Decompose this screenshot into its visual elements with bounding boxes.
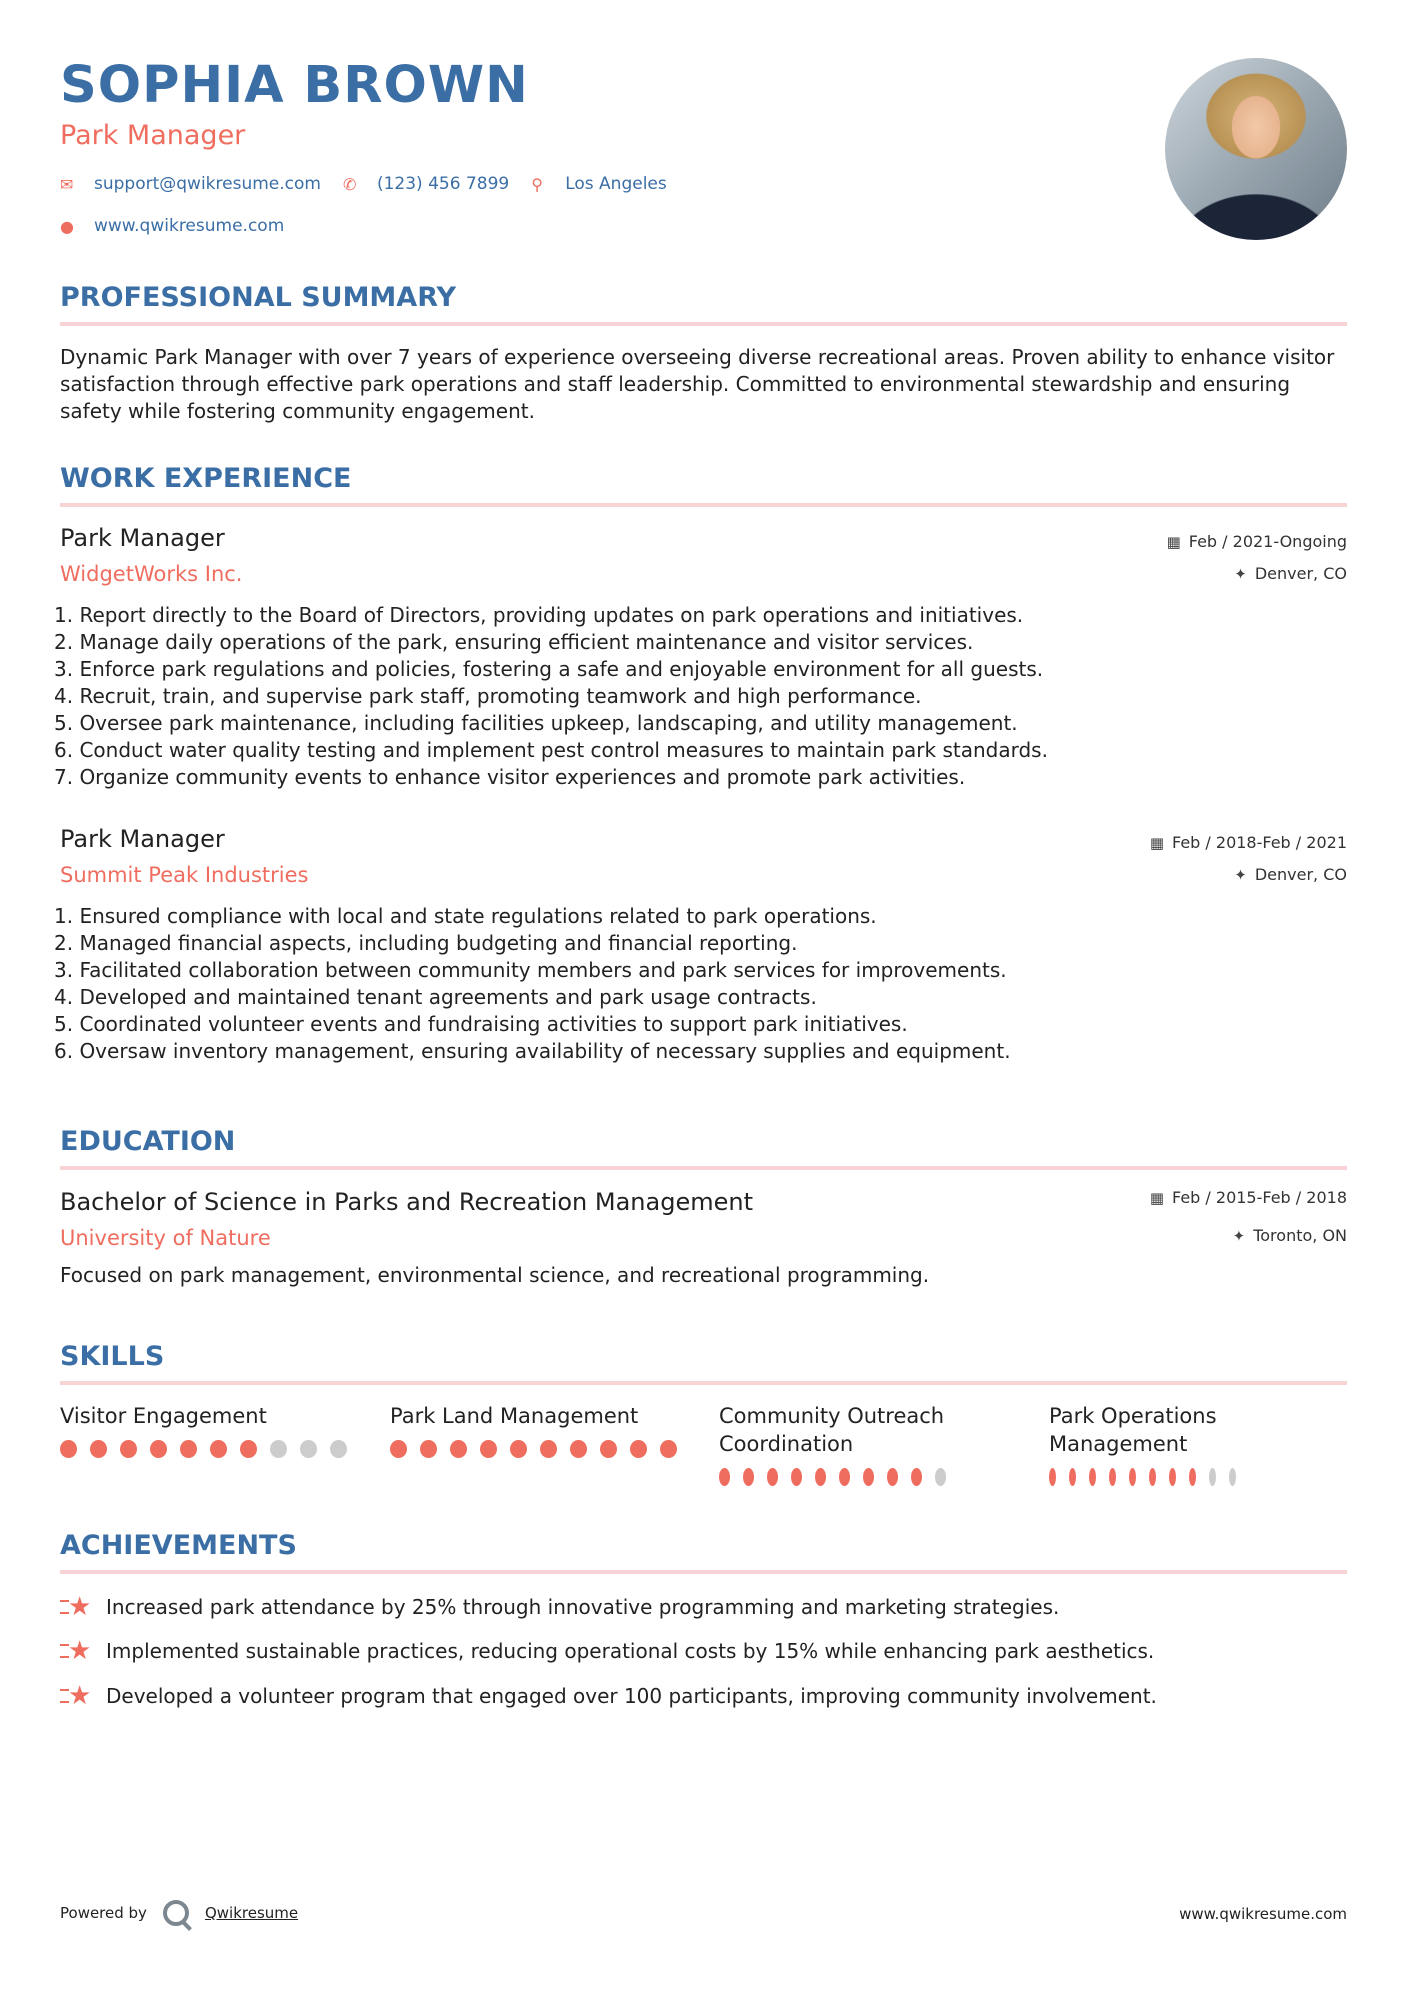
resume-header bbox=[60, 0, 1347, 250]
brand-link[interactable]: Qwikresume bbox=[204, 1904, 299, 1922]
skill-item bbox=[60, 1402, 360, 1458]
contact-row-primary bbox=[60, 174, 689, 194]
qwikresume-logo-icon bbox=[163, 1900, 189, 1926]
rating-dot-filled bbox=[90, 1440, 107, 1458]
rating-dot-filled bbox=[911, 1468, 922, 1486]
rating-dot-empty bbox=[270, 1440, 287, 1458]
rating-dot-filled bbox=[120, 1440, 137, 1458]
job-title: Park Manager bbox=[60, 524, 225, 552]
rating-dot-filled bbox=[791, 1468, 802, 1486]
contact-website[interactable]: www.qwikresume.com bbox=[94, 216, 285, 236]
list-item: 4. Recruit, train, and supervise park staff, promoting teamwork and high performance. bbox=[54, 684, 922, 708]
contact-location: Los Angeles bbox=[565, 174, 667, 194]
list-item: 4. Developed and maintained tenant agreements and park usage contracts. bbox=[54, 985, 817, 1009]
achievement-text: Increased park attendance by 25% through innovative programming and marketing strategies. bbox=[106, 1595, 1060, 1619]
candidate-role: Park Manager bbox=[60, 120, 246, 151]
skill-item bbox=[1049, 1402, 1249, 1486]
section-divider bbox=[60, 322, 1347, 326]
rating-dot-filled bbox=[450, 1440, 467, 1458]
rating-dot-filled bbox=[1069, 1468, 1076, 1486]
rating-dot-filled bbox=[1049, 1468, 1056, 1486]
section-title-experience: WORK EXPERIENCE bbox=[60, 463, 352, 494]
skill-rating bbox=[1049, 1468, 1249, 1486]
rating-dot-filled bbox=[420, 1440, 437, 1458]
rating-dot-filled bbox=[240, 1440, 257, 1458]
rating-dot-filled bbox=[1189, 1468, 1196, 1486]
rating-dot-filled bbox=[60, 1440, 77, 1458]
list-item: 2. Managed financial aspects, including budgeting and financial reporting. bbox=[54, 931, 798, 955]
rating-dot-filled bbox=[630, 1440, 647, 1458]
achievement-item bbox=[60, 1593, 1059, 1621]
rating-dot-filled bbox=[1169, 1468, 1176, 1486]
skill-rating bbox=[719, 1468, 959, 1486]
calendar-icon: ▦ bbox=[1166, 532, 1181, 551]
rating-dot-filled bbox=[540, 1440, 557, 1458]
job-company: Summit Peak Industries bbox=[60, 863, 309, 887]
rating-dot-empty bbox=[300, 1440, 317, 1458]
list-item: 3. Enforce park regulations and policies, fostering a safe and enjoyable environment for all guests. bbox=[54, 657, 1044, 681]
footer-website[interactable]: www.qwikresume.com bbox=[1179, 1905, 1347, 1923]
candidate-name: SOPHIA BROWN bbox=[60, 56, 529, 115]
job-dates bbox=[1150, 833, 1347, 852]
star-icon: ★ bbox=[60, 1593, 94, 1621]
envelope-icon: ✉ bbox=[60, 174, 74, 194]
skill-item bbox=[390, 1402, 690, 1458]
education-dates bbox=[1150, 1188, 1347, 1207]
rating-dot-filled bbox=[600, 1440, 617, 1458]
map-pin-icon: ⚲ bbox=[531, 174, 543, 194]
job-dates bbox=[1167, 532, 1347, 551]
powered-by-label: Powered by bbox=[60, 1904, 147, 1922]
job-dates-text: Feb / 2018-Feb / 2021 bbox=[1172, 833, 1347, 852]
rating-dot-filled bbox=[839, 1468, 850, 1486]
star-icon: ★ bbox=[60, 1682, 94, 1710]
section-divider bbox=[60, 503, 1347, 507]
rating-dot-empty bbox=[935, 1468, 946, 1486]
list-item: 7. Organize community events to enhance visitor experiences and promote park activities. bbox=[54, 765, 966, 789]
globe-icon: ● bbox=[60, 216, 74, 236]
rating-dot-filled bbox=[150, 1440, 167, 1458]
achievement-text: Developed a volunteer program that engaged over 100 participants, improving community involvement. bbox=[106, 1684, 1157, 1708]
list-item: 1. Ensured compliance with local and state regulations related to park operations. bbox=[54, 904, 877, 928]
rating-dot-filled bbox=[210, 1440, 227, 1458]
list-item: 5. Coordinated volunteer events and fundraising activities to support park initiatives. bbox=[54, 1012, 908, 1036]
job-company: WidgetWorks Inc. bbox=[60, 562, 243, 586]
rating-dot-filled bbox=[719, 1468, 730, 1486]
section-divider bbox=[60, 1570, 1347, 1574]
profile-photo bbox=[1165, 58, 1347, 240]
job-title: Park Manager bbox=[60, 825, 225, 853]
summary-text: Dynamic Park Manager with over 7 years of experience overseeing diverse recreational areas. Proven ability to enhance visitor satisfaction through effective park operations and staff leadership. Committed to environmental stewardship and ensuring safety while fostering community engagement. bbox=[60, 345, 1335, 423]
section-title-achievements: ACHIEVEMENTS bbox=[60, 1530, 297, 1561]
star-icon: ★ bbox=[60, 1637, 94, 1665]
education-location bbox=[1233, 1226, 1347, 1245]
rating-dot-filled bbox=[1129, 1468, 1136, 1486]
rating-dot-empty bbox=[1229, 1468, 1236, 1486]
section-title-skills: SKILLS bbox=[60, 1341, 165, 1372]
skill-name: Visitor Engagement bbox=[60, 1404, 267, 1428]
education-school: University of Nature bbox=[60, 1226, 271, 1250]
skill-item bbox=[719, 1402, 959, 1486]
achievement-item bbox=[60, 1682, 1157, 1710]
pin-icon: ✦ bbox=[1234, 564, 1247, 583]
rating-dot-empty bbox=[330, 1440, 347, 1458]
rating-dot-filled bbox=[480, 1440, 497, 1458]
job-location bbox=[1234, 564, 1347, 583]
rating-dot-filled bbox=[180, 1440, 197, 1458]
job-bullets bbox=[54, 903, 1344, 1065]
contact-row-secondary bbox=[60, 216, 306, 236]
list-item: 3. Facilitated collaboration between community members and park services for improvements. bbox=[54, 958, 1007, 982]
list-item: 1. Report directly to the Board of Directors, providing updates on park operations and initiatives. bbox=[54, 603, 1024, 627]
skill-rating bbox=[390, 1440, 690, 1458]
list-item: 6. Conduct water quality testing and implement pest control measures to maintain park standards. bbox=[54, 738, 1048, 762]
section-title-education: EDUCATION bbox=[60, 1126, 236, 1157]
rating-dot-filled bbox=[1149, 1468, 1156, 1486]
education-description: Focused on park management, environmental science, and recreational programming. bbox=[60, 1263, 930, 1287]
rating-dot-filled bbox=[743, 1468, 754, 1486]
job-location-text: Denver, CO bbox=[1254, 865, 1347, 884]
job-location bbox=[1234, 865, 1347, 884]
achievement-text: Implemented sustainable practices, reducing operational costs by 15% while enhancing park aesthetics. bbox=[106, 1639, 1155, 1663]
rating-dot-filled bbox=[863, 1468, 874, 1486]
rating-dot-filled bbox=[1089, 1468, 1096, 1486]
list-item: 5. Oversee park maintenance, including facilities upkeep, landscaping, and utility management. bbox=[54, 711, 1018, 735]
list-item: 2. Manage daily operations of the park, ensuring efficient maintenance and visitor services. bbox=[54, 630, 974, 654]
section-title-summary: PROFESSIONAL SUMMARY bbox=[60, 282, 457, 313]
pin-icon: ✦ bbox=[1234, 865, 1247, 884]
rating-dot-filled bbox=[510, 1440, 527, 1458]
rating-dot-filled bbox=[815, 1468, 826, 1486]
skill-name: Community Outreach Coordination bbox=[719, 1404, 945, 1456]
education-degree: Bachelor of Science in Parks and Recreation Management bbox=[60, 1188, 753, 1216]
section-divider bbox=[60, 1166, 1347, 1170]
rating-dot-filled bbox=[570, 1440, 587, 1458]
job-bullets bbox=[54, 602, 1344, 791]
education-location-text: Toronto, ON bbox=[1253, 1226, 1347, 1245]
rating-dot-filled bbox=[1109, 1468, 1116, 1486]
rating-dot-filled bbox=[767, 1468, 778, 1486]
job-location-text: Denver, CO bbox=[1254, 564, 1347, 583]
footer-powered-by bbox=[60, 1900, 298, 1926]
section-divider bbox=[60, 1381, 1347, 1385]
pin-icon: ✦ bbox=[1232, 1226, 1246, 1245]
contact-email[interactable]: support@qwikresume.com bbox=[94, 174, 321, 194]
job-dates-text: Feb / 2021-Ongoing bbox=[1188, 532, 1347, 551]
calendar-icon: ▦ bbox=[1149, 1188, 1164, 1207]
phone-icon: ✆ bbox=[342, 174, 357, 194]
education-dates-text: Feb / 2015-Feb / 2018 bbox=[1172, 1188, 1347, 1207]
skill-rating bbox=[60, 1440, 360, 1458]
calendar-icon: ▦ bbox=[1149, 833, 1164, 852]
rating-dot-filled bbox=[660, 1440, 677, 1458]
rating-dot-filled bbox=[390, 1440, 407, 1458]
rating-dot-filled bbox=[887, 1468, 898, 1486]
skill-name: Park Operations Management bbox=[1049, 1404, 1217, 1456]
contact-phone[interactable]: (123) 456 7899 bbox=[376, 174, 510, 194]
rating-dot-empty bbox=[1209, 1468, 1216, 1486]
achievement-item bbox=[60, 1637, 1154, 1665]
list-item: 6. Oversaw inventory management, ensuring availability of necessary supplies and equipment. bbox=[54, 1039, 1011, 1063]
skill-name: Park Land Management bbox=[390, 1404, 639, 1428]
